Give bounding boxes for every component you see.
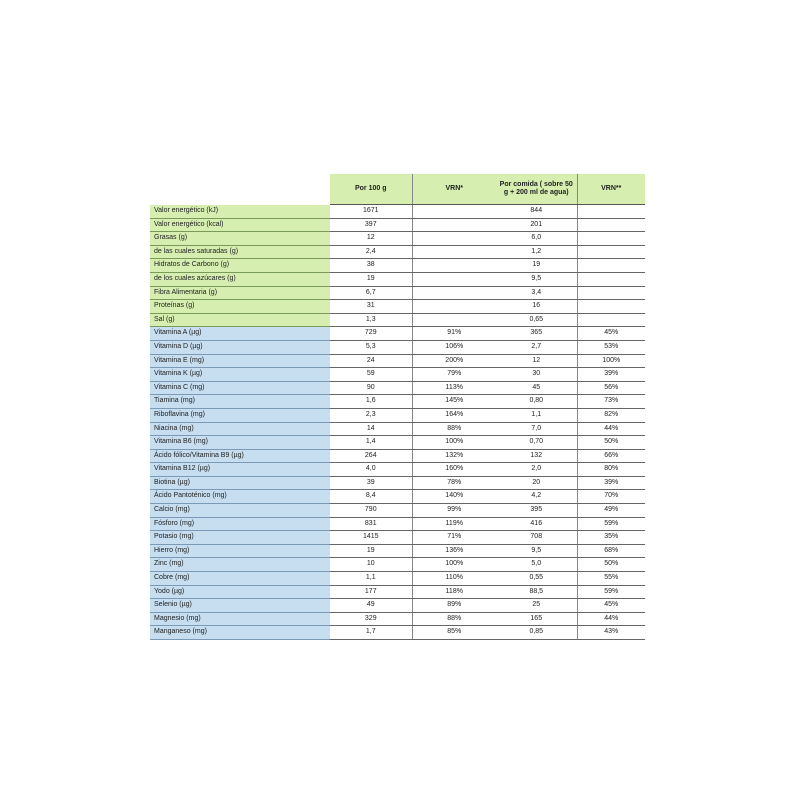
- value-per-meal: 6,0: [496, 232, 577, 246]
- value-per-meal: 132: [496, 449, 577, 463]
- value-per-100g: 12: [330, 232, 412, 246]
- table-row: [150, 327, 645, 341]
- value-per-meal: 2,7: [496, 340, 577, 354]
- table-row: [150, 517, 645, 531]
- nutrient-label: Valor energético (kcal): [150, 218, 330, 232]
- table-row: [150, 232, 645, 246]
- value-vrn-2: 50%: [577, 436, 645, 450]
- value-vrn-1: [412, 232, 496, 246]
- value-per-meal: 12: [496, 354, 577, 368]
- value-per-100g: 790: [330, 504, 412, 518]
- value-per-100g: 1,3: [330, 313, 412, 327]
- value-per-100g: 10: [330, 558, 412, 572]
- table-row: [150, 476, 645, 490]
- nutrient-label: Hierro (mg): [150, 544, 330, 558]
- table-row: [150, 436, 645, 450]
- value-per-100g: 5,3: [330, 340, 412, 354]
- value-vrn-2: [577, 245, 645, 259]
- value-vrn-1: 118%: [412, 585, 496, 599]
- value-vrn-2: 35%: [577, 531, 645, 545]
- value-vrn-2: 39%: [577, 368, 645, 382]
- value-vrn-1: 140%: [412, 490, 496, 504]
- value-per-100g: 31: [330, 300, 412, 314]
- table-row: [150, 612, 645, 626]
- nutrient-label: Zinc (mg): [150, 558, 330, 572]
- value-per-100g: 264: [330, 449, 412, 463]
- value-vrn-1: 145%: [412, 395, 496, 409]
- value-per-meal: 2,0: [496, 463, 577, 477]
- nutrient-label: Calcio (mg): [150, 504, 330, 518]
- value-vrn-1: [412, 245, 496, 259]
- value-per-100g: 1,1: [330, 572, 412, 586]
- nutrient-label: Hidratos de Carbono (g): [150, 259, 330, 273]
- value-per-100g: 729: [330, 327, 412, 341]
- value-vrn-2: 82%: [577, 408, 645, 422]
- value-per-100g: 19: [330, 544, 412, 558]
- value-vrn-2: 55%: [577, 572, 645, 586]
- value-per-meal: 7,0: [496, 422, 577, 436]
- nutrient-label: Sal (g): [150, 313, 330, 327]
- nutrient-label: Fibra Alimentaria (g): [150, 286, 330, 300]
- value-vrn-1: 132%: [412, 449, 496, 463]
- value-per-meal: 1,2: [496, 245, 577, 259]
- value-vrn-1: [412, 313, 496, 327]
- nutrient-label: Vitamina B6 (mg): [150, 436, 330, 450]
- value-vrn-2: 80%: [577, 463, 645, 477]
- value-vrn-2: [577, 218, 645, 232]
- nutrient-label: Vitamina D (µg): [150, 340, 330, 354]
- nutrient-label: Vitamina E (mg): [150, 354, 330, 368]
- nutrient-label: Proteínas (g): [150, 300, 330, 314]
- table-header: [150, 174, 645, 205]
- nutrient-label: Ácido fólico/Vitamina B9 (µg): [150, 449, 330, 463]
- value-vrn-2: 53%: [577, 340, 645, 354]
- value-vrn-2: 45%: [577, 327, 645, 341]
- value-vrn-1: 119%: [412, 517, 496, 531]
- table-row: [150, 422, 645, 436]
- table-row: [150, 381, 645, 395]
- value-vrn-2: [577, 232, 645, 246]
- value-per-meal: 4,2: [496, 490, 577, 504]
- value-per-100g: 6,7: [330, 286, 412, 300]
- nutrient-label: de los cuales azúcares (g): [150, 272, 330, 286]
- value-vrn-1: 91%: [412, 327, 496, 341]
- value-vrn-1: 160%: [412, 463, 496, 477]
- value-per-meal: 0,55: [496, 572, 577, 586]
- value-vrn-2: 66%: [577, 449, 645, 463]
- value-vrn-1: [412, 272, 496, 286]
- value-vrn-1: 164%: [412, 408, 496, 422]
- value-per-meal: 708: [496, 531, 577, 545]
- table-row: [150, 300, 645, 314]
- value-vrn-1: 136%: [412, 544, 496, 558]
- value-per-meal: 20: [496, 476, 577, 490]
- value-per-meal: 1,1: [496, 408, 577, 422]
- value-vrn-2: 49%: [577, 504, 645, 518]
- table-row: [150, 544, 645, 558]
- value-vrn-1: 200%: [412, 354, 496, 368]
- value-vrn-2: [577, 313, 645, 327]
- value-per-100g: 831: [330, 517, 412, 531]
- value-vrn-2: 100%: [577, 354, 645, 368]
- table-row: [150, 585, 645, 599]
- nutrient-label: Potasio (mg): [150, 531, 330, 545]
- value-per-100g: 59: [330, 368, 412, 382]
- nutrient-label: Magnesio (mg): [150, 612, 330, 626]
- table-row: [150, 504, 645, 518]
- value-per-meal: 9,5: [496, 544, 577, 558]
- value-per-meal: 0,80: [496, 395, 577, 409]
- nutrient-label: Vitamina K (µg): [150, 368, 330, 382]
- header-vrn-2: VRN**: [577, 174, 645, 205]
- value-per-100g: 4,0: [330, 463, 412, 477]
- value-per-100g: 2,4: [330, 245, 412, 259]
- value-vrn-1: 88%: [412, 612, 496, 626]
- value-vrn-1: 100%: [412, 436, 496, 450]
- value-vrn-1: [412, 218, 496, 232]
- value-vrn-1: 106%: [412, 340, 496, 354]
- value-per-100g: 1671: [330, 205, 412, 219]
- value-per-100g: 39: [330, 476, 412, 490]
- value-per-meal: 0,65: [496, 313, 577, 327]
- value-per-meal: 5,0: [496, 558, 577, 572]
- nutrient-label: Selenio (µg): [150, 599, 330, 613]
- value-vrn-2: [577, 300, 645, 314]
- value-per-meal: 16: [496, 300, 577, 314]
- table-row: [150, 531, 645, 545]
- nutrient-label: Niacina (mg): [150, 422, 330, 436]
- value-vrn-2: [577, 286, 645, 300]
- value-vrn-1: [412, 300, 496, 314]
- table-row: [150, 449, 645, 463]
- value-vrn-1: 88%: [412, 422, 496, 436]
- value-per-meal: 201: [496, 218, 577, 232]
- value-per-meal: 416: [496, 517, 577, 531]
- nutrient-label: Fósforo (mg): [150, 517, 330, 531]
- table-row: [150, 354, 645, 368]
- value-vrn-2: 70%: [577, 490, 645, 504]
- nutrient-label: Cobre (mg): [150, 572, 330, 586]
- value-vrn-2: 59%: [577, 585, 645, 599]
- value-per-meal: 0,70: [496, 436, 577, 450]
- value-per-100g: 90: [330, 381, 412, 395]
- table-row: [150, 245, 645, 259]
- nutrient-label: Manganeso (mg): [150, 626, 330, 640]
- header-vrn-1: VRN*: [412, 174, 496, 205]
- table-row: [150, 286, 645, 300]
- value-per-meal: 844: [496, 205, 577, 219]
- value-per-100g: 24: [330, 354, 412, 368]
- value-per-100g: 8,4: [330, 490, 412, 504]
- table-row: [150, 259, 645, 273]
- nutrient-label: Vitamina B12 (µg): [150, 463, 330, 477]
- table-row: [150, 463, 645, 477]
- value-vrn-2: 44%: [577, 612, 645, 626]
- value-vrn-2: 45%: [577, 599, 645, 613]
- value-per-100g: 329: [330, 612, 412, 626]
- value-per-100g: 1,7: [330, 626, 412, 640]
- value-vrn-2: 56%: [577, 381, 645, 395]
- value-per-meal: 45: [496, 381, 577, 395]
- value-vrn-1: [412, 205, 496, 219]
- value-vrn-1: 110%: [412, 572, 496, 586]
- value-per-100g: 38: [330, 259, 412, 273]
- value-vrn-2: 43%: [577, 626, 645, 640]
- value-vrn-1: 89%: [412, 599, 496, 613]
- table-row: [150, 490, 645, 504]
- value-vrn-2: 50%: [577, 558, 645, 572]
- nutrient-label: Yodo (µg): [150, 585, 330, 599]
- value-vrn-2: 39%: [577, 476, 645, 490]
- value-vrn-1: 100%: [412, 558, 496, 572]
- value-vrn-2: [577, 259, 645, 273]
- value-per-100g: 14: [330, 422, 412, 436]
- value-vrn-2: 59%: [577, 517, 645, 531]
- value-vrn-1: 71%: [412, 531, 496, 545]
- table-body: [150, 205, 645, 640]
- value-vrn-1: 113%: [412, 381, 496, 395]
- value-per-meal: 395: [496, 504, 577, 518]
- header-blank: [150, 174, 330, 205]
- table-row: [150, 313, 645, 327]
- value-per-100g: 49: [330, 599, 412, 613]
- nutrient-label: Riboflavina (mg): [150, 408, 330, 422]
- value-vrn-1: 79%: [412, 368, 496, 382]
- value-vrn-1: [412, 259, 496, 273]
- table-row: [150, 626, 645, 640]
- value-vrn-2: 73%: [577, 395, 645, 409]
- table-row: [150, 408, 645, 422]
- value-per-meal: 3,4: [496, 286, 577, 300]
- value-per-meal: 165: [496, 612, 577, 626]
- value-vrn-2: 44%: [577, 422, 645, 436]
- value-vrn-1: 85%: [412, 626, 496, 640]
- value-per-100g: 19: [330, 272, 412, 286]
- table-row: [150, 572, 645, 586]
- value-vrn-1: 78%: [412, 476, 496, 490]
- value-per-100g: 177: [330, 585, 412, 599]
- nutrient-label: Vitamina C (mg): [150, 381, 330, 395]
- nutrient-label: Ácido Pantoténico (mg): [150, 490, 330, 504]
- nutrient-label: Vitamina A (µg): [150, 327, 330, 341]
- value-vrn-2: 68%: [577, 544, 645, 558]
- header-per-100g: Por 100 g: [330, 174, 412, 205]
- nutrient-label: Grasas (g): [150, 232, 330, 246]
- value-per-100g: 1,6: [330, 395, 412, 409]
- value-vrn-1: [412, 286, 496, 300]
- value-per-meal: 19: [496, 259, 577, 273]
- table-row: [150, 205, 645, 219]
- nutrient-label: de las cuales saturadas (g): [150, 245, 330, 259]
- value-per-meal: 365: [496, 327, 577, 341]
- table-row: [150, 340, 645, 354]
- table-row: [150, 272, 645, 286]
- table-row: [150, 218, 645, 232]
- table-row: [150, 368, 645, 382]
- value-per-meal: 88,5: [496, 585, 577, 599]
- nutrient-label: Biotina (µg): [150, 476, 330, 490]
- value-per-meal: 0,85: [496, 626, 577, 640]
- table-row: [150, 395, 645, 409]
- nutrition-table: [150, 174, 645, 640]
- value-per-100g: 1415: [330, 531, 412, 545]
- value-vrn-2: [577, 272, 645, 286]
- value-per-meal: 30: [496, 368, 577, 382]
- value-per-meal: 25: [496, 599, 577, 613]
- header-per-meal: Por comida ( sobre 50 g + 200 ml de agua): [496, 174, 577, 205]
- value-per-100g: 397: [330, 218, 412, 232]
- value-per-100g: 1,4: [330, 436, 412, 450]
- table-row: [150, 558, 645, 572]
- value-vrn-1: 99%: [412, 504, 496, 518]
- value-per-100g: 2,3: [330, 408, 412, 422]
- value-per-meal: 9,5: [496, 272, 577, 286]
- table-row: [150, 599, 645, 613]
- nutrient-label: Tiamina (mg): [150, 395, 330, 409]
- nutrient-label: Valor energético (kJ): [150, 205, 330, 219]
- value-vrn-2: [577, 205, 645, 219]
